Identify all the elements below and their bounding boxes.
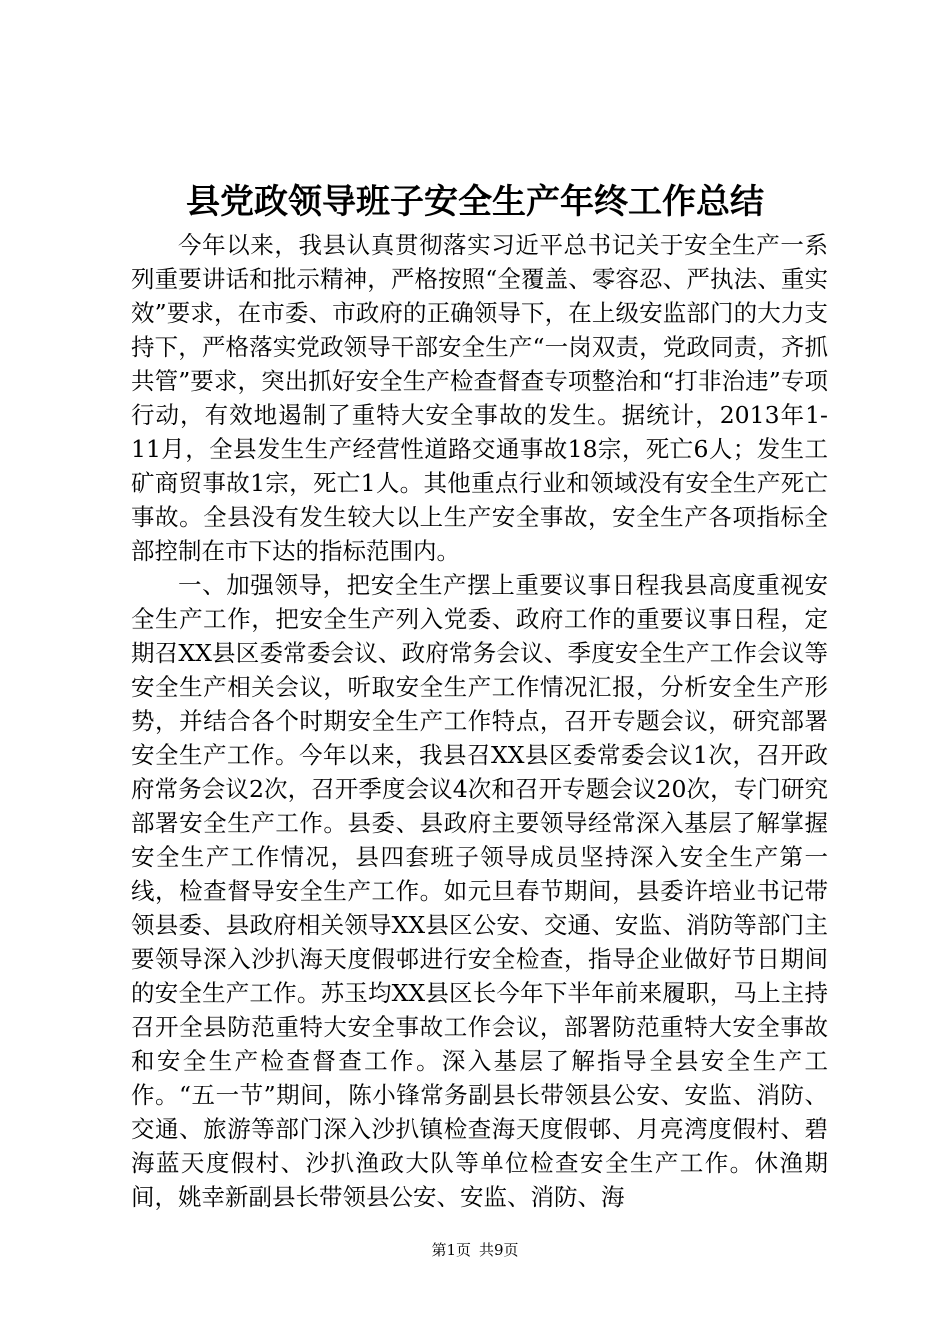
page-number: 第1页 [431, 1241, 471, 1259]
paragraph-section-1: 一、加强领导，把安全生产摆上重要议事日程我县高度重视安全生产工作，把安全生产列入党委、政府工作的重要议事日程，定期召XX县区委常委会议、政府常务会议、季度安全生产工作会议等安全生产相关会议，听取安全生产工作情况汇报，分析安全生产形势，并结合各个时期安全生产工作特点，召开专题会议，研究部署安全生产工作。今年以来，我县召XX县区委常委会议1次，召开政府常务会议2次，召开季度会议4次和召开专题会议20次，专门研究部署安全生产工作。县委、县政府主要领导经常深入基层了解掌握安全生产工作情况，县四套班子领导成员坚持深入安全生产第一线，检查督导安全生产工作。如元旦春节期间，县委许培业书记带领县委、县政府相关领导XX县区公安、交通、安监、消防等部门主要领导深入沙扒海天度假邨进行安全检查，指导企业做好节日期间的安全生产工作。苏玉均XX县区长今年下半年前来履职，马上主持召开全县防范重特大安全事故工作会议，部署防范重特大安全事故和安全生产检查督查工作。深入基层了解指导全县安全生产工作。“五一节”期间，陈小锋常务副县长带领县公安、安监、消防、交通、旅游等部门深入沙扒镇检查海天度假邨、月亮湾度假村、碧海蓝天度假村、沙扒渔政大队等单位检查安全生产工作。休渔期间，姚幸新副县长带领县公安、安监、消防、海 [131, 571, 828, 1211]
page-total: 共9页 [479, 1241, 519, 1259]
document-title: 县党政领导班子安全生产年终工作总结 [186, 182, 764, 222]
document-body [131, 228, 828, 1214]
paragraph-intro: 今年以来，我县认真贯彻落实习近平总书记关于安全生产一系列重要讲话和批示精神，严格按照“全覆盖、零容忍、严执法、重实效”要求，在市委、市政府的正确领导下，在上级安监部门的大力支持下，严格落实党政领导干部安全生产“一岗双责，党政同责，齐抓共管”要求，突出抓好安全生产检查督查专项整治和“打非治违”专项行动，有效地遏制了重特大安全事故的发生。据统计，2013年1-11月，全县发生生产经营性道路交通事故18宗，死亡6人；发生工矿商贸事故1宗，死亡1人。其他重点行业和领域没有安全生产死亡事故。全县没有发生较大以上生产安全事故，安全生产各项指标全部控制在市下达的指标范围内。 [131, 231, 828, 565]
page-footer [0, 1240, 950, 1260]
